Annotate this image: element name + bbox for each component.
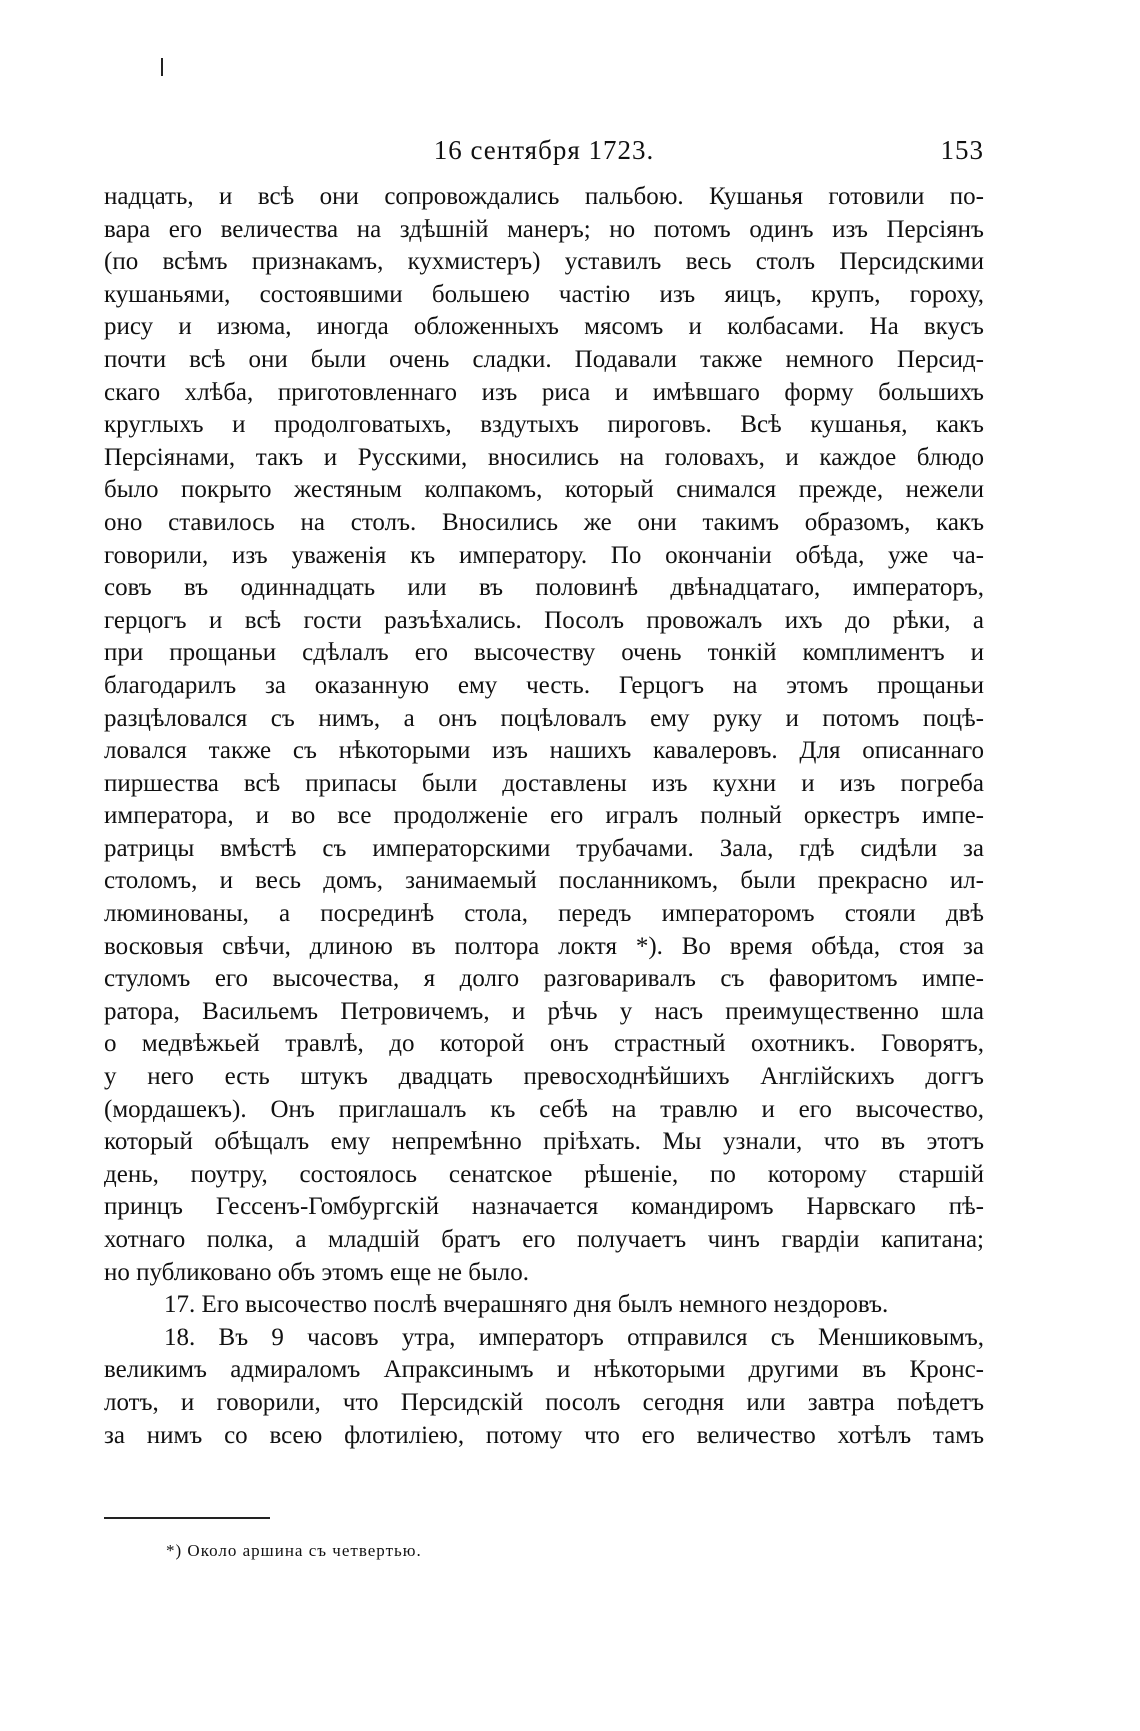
text-line: хотнаго полка, а младшій братъ его получаетъ чинъ гвардіи капитана;: [104, 1226, 984, 1253]
text-line: круглыхъ и продолговатыхъ, вздутыхъ пироговъ. Всѣ кушанья, какъ: [104, 411, 984, 439]
text-line: надцать, и всѣ они сопровождались пальбою. Кушанья готовили по-: [104, 183, 984, 210]
text-line: императора, и во все продолженіе его игралъ полный оркестръ импе-: [104, 802, 984, 830]
text-line: принцъ Гессенъ-Гомбургскій назначается командиромъ Нарвскаго пѣ-: [104, 1193, 984, 1221]
text-line: Персіянами, такъ и Русскими, вносились на головахъ, и каждое блюдо: [104, 443, 984, 471]
text-line: за нимъ со всею флотиліею, потому что его величество хотѣлъ тамъ: [104, 1421, 984, 1449]
footnote: *) Около аршина съ четвертью.: [166, 1541, 422, 1560]
text-line: о медвѣжьей травлѣ, до которой онъ страстный охотникъ. Говорятъ,: [104, 1030, 984, 1058]
text-line: ловался также съ нѣкоторыми изъ нашихъ кавалеровъ. Для описаннаго: [104, 737, 984, 765]
text-line: ратрицы вмѣстѣ съ императорскими трубачами. Зала, гдѣ сидѣли за: [104, 834, 984, 862]
text-line: стуломъ его высочества, я долго разговаривалъ съ фаворитомъ импе-: [104, 965, 984, 993]
text-line: рису и изюма, иногда обложенныхъ мясомъ и колбасами. На вкусъ: [104, 313, 984, 341]
running-head: [104, 134, 984, 166]
text-line: совъ въ одиннадцать или въ половинѣ двѣнадцатаго, императоръ,: [104, 574, 984, 602]
footnote-divider: [104, 1517, 270, 1519]
text-line: пиршества всѣ припасы были доставлены изъ кухни и изъ погреба: [104, 769, 984, 797]
text-line: кушаньями, состоявшими большею частію изъ яицъ, крупъ, гороху,: [104, 280, 984, 308]
text-line: (мордашекъ). Онъ приглашалъ къ себѣ на травлю и его высочество,: [104, 1095, 984, 1123]
text-line: скаго хлѣба, приготовленнаго изъ риса и имѣвшаго форму большихъ: [104, 378, 984, 406]
text-line: день, поутру, состоялось сенатское рѣшеніе, по которому старшій: [104, 1160, 984, 1188]
text-line: было покрыто жестяным колпакомъ, который снимался прежде, нежели: [104, 476, 984, 504]
paragraph-18-line: 18. Въ 9 часовъ утра, императоръ отправился съ Меншиковымъ,: [164, 1323, 984, 1351]
text-line: ратора, Васильемъ Петровичемъ, и рѣчь у насъ преимущественно шла: [104, 997, 984, 1025]
text-line: при прощаньи сдѣлалъ его высочеству очень тонкій комплиментъ и: [104, 639, 984, 667]
page-number: 153: [940, 135, 984, 165]
text-line: вара его величества на здѣшній манеръ; но потомъ одинъ изъ Персіянъ: [104, 215, 984, 243]
text-line: оно ставилось на столъ. Вносились же они такимъ образомъ, какъ: [104, 508, 984, 536]
body-text: [104, 181, 984, 1452]
text-line: разцѣловался съ нимъ, а онъ поцѣловалъ ему руку и потомъ поцѣ-: [104, 704, 984, 732]
text-line: восковыя свѣчи, длиною въ полтора локтя *). Во время обѣда, стоя за: [104, 932, 984, 960]
text-line: почти всѣ они были очень сладки. Подавали также немного Персид-: [104, 345, 984, 373]
text-line: у него есть штукъ двадцать превосходнѣйшихъ Англійскихъ доггъ: [104, 1063, 984, 1091]
text-line: (по всѣмъ признакамъ, кухмистеръ) уставилъ весь столъ Персидскими: [104, 248, 984, 276]
text-line: благодарилъ за оказанную ему честь. Герцогъ на этомъ прощаньи: [104, 671, 984, 699]
text-line: герцогъ и всѣ гости разъѣхались. Посолъ провожалъ ихъ до рѣки, а: [104, 606, 984, 634]
text-line: который обѣщалъ ему непремѣнно пріѣхать. Мы узнали, что въ этотъ: [104, 1128, 984, 1156]
text-line: люминованы, а посрединѣ стола, передъ императоромъ стояли двѣ: [104, 900, 984, 928]
running-head-title: 16 сентября 1723.: [433, 135, 655, 165]
paragraph-17-line: 17. Его высочество послѣ вчерашняго дня былъ немного нездоровъ.: [164, 1291, 889, 1319]
text-line: великимъ адмираломъ Апраксинымъ и нѣкоторыми другими въ Кронс-: [104, 1356, 984, 1384]
text-line: но публиковано объ этомъ еще не было.: [104, 1258, 529, 1286]
text-line: столомъ, и весь домъ, занимаемый посланникомъ, были прекрасно ил-: [104, 867, 984, 895]
text-line: лотъ, и говорили, что Персидскій посолъ сегодня или завтра поѣдетъ: [104, 1388, 984, 1416]
text-line: говорили, изъ уваженія къ императору. По окончаніи обѣда, уже ча-: [104, 541, 984, 569]
scan-artifact-mark: [161, 58, 163, 76]
